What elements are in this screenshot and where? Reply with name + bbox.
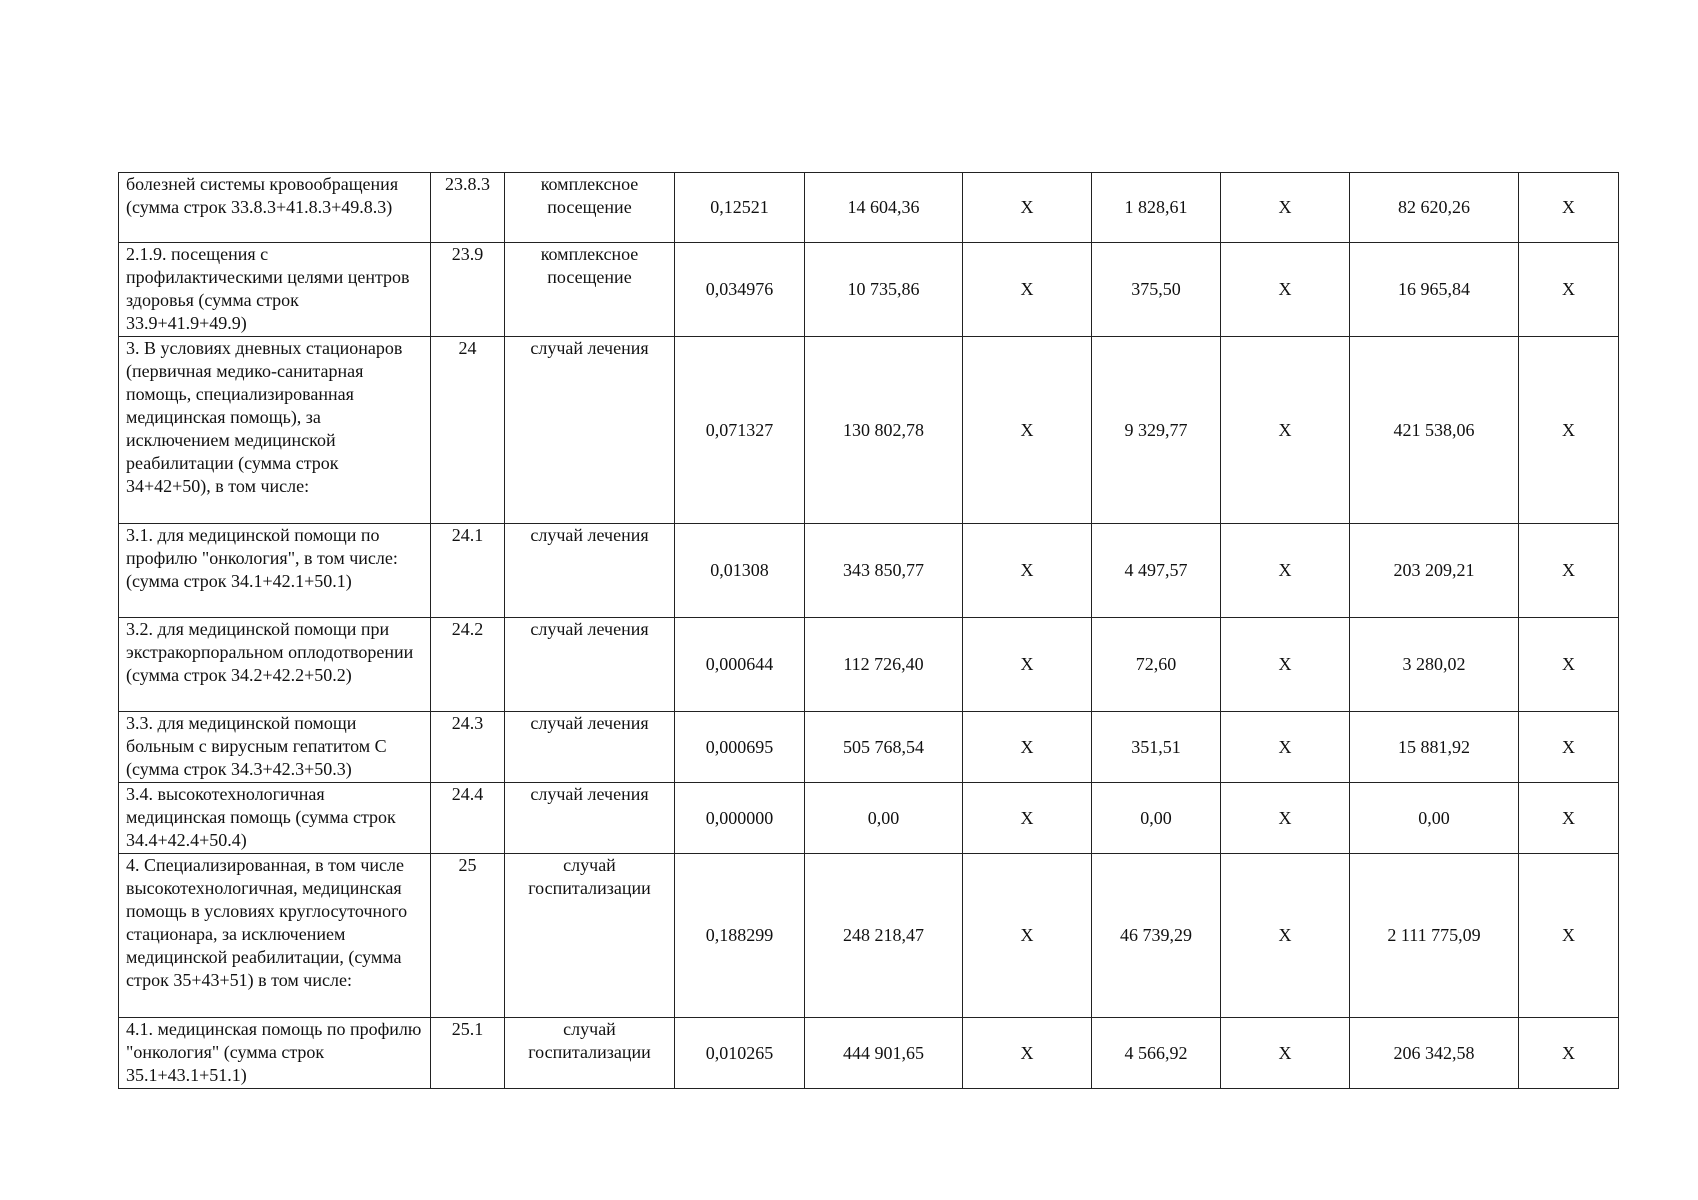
row-code: 24.4 [431, 783, 505, 854]
row-col10: X [1519, 1018, 1619, 1089]
row-col9: 16 965,84 [1350, 243, 1519, 337]
row-col6: X [963, 337, 1092, 524]
row-col6: X [963, 618, 1092, 712]
table-row [119, 854, 1619, 1018]
row-col8: X [1221, 1018, 1350, 1089]
row-col10: X [1519, 243, 1619, 337]
row-col9: 0,00 [1350, 783, 1519, 854]
row-code: 24 [431, 337, 505, 524]
row-col9: 82 620,26 [1350, 173, 1519, 243]
row-col7: 4 497,57 [1092, 524, 1221, 618]
row-code: 24.3 [431, 712, 505, 783]
row-description: 3. В условиях дневных стационаров (первичная медико-санитарная помощь, специализированная медицинская помощь), за исключением медицинской реабилитации (сумма строк 34+42+50), в том числе: [119, 337, 431, 524]
table-row [119, 524, 1619, 618]
row-unit: случай лечения [505, 337, 675, 524]
row-cost: 14 604,36 [805, 173, 963, 243]
row-norm: 0,034976 [675, 243, 805, 337]
row-description: 4.1. медицинская помощь по профилю "онкология" (сумма строк 35.1+43.1+51.1) [119, 1018, 431, 1089]
row-col7: 0,00 [1092, 783, 1221, 854]
row-code: 25.1 [431, 1018, 505, 1089]
row-cost: 444 901,65 [805, 1018, 963, 1089]
row-cost: 10 735,86 [805, 243, 963, 337]
row-cost: 112 726,40 [805, 618, 963, 712]
row-norm: 0,188299 [675, 854, 805, 1018]
row-cost: 130 802,78 [805, 337, 963, 524]
row-col8: X [1221, 854, 1350, 1018]
row-col6: X [963, 783, 1092, 854]
table-body [119, 173, 1619, 1089]
row-description: болезней системы кровообращения (сумма строк 33.8.3+41.8.3+49.8.3) [119, 173, 431, 243]
row-col10: X [1519, 524, 1619, 618]
row-col8: X [1221, 712, 1350, 783]
row-col6: X [963, 243, 1092, 337]
row-unit: случай лечения [505, 783, 675, 854]
row-code: 25 [431, 854, 505, 1018]
row-col8: X [1221, 618, 1350, 712]
row-col9: 3 280,02 [1350, 618, 1519, 712]
row-description: 2.1.9. посещения с профилактическими целями центров здоровья (сумма строк 33.9+41.9+49.9) [119, 243, 431, 337]
row-col8: X [1221, 243, 1350, 337]
row-col7: 4 566,92 [1092, 1018, 1221, 1089]
table-row [119, 173, 1619, 243]
row-norm: 0,000695 [675, 712, 805, 783]
row-col9: 203 209,21 [1350, 524, 1519, 618]
row-col9: 15 881,92 [1350, 712, 1519, 783]
row-col9: 206 342,58 [1350, 1018, 1519, 1089]
row-code: 24.1 [431, 524, 505, 618]
row-description: 3.3. для медицинской помощи больным с вирусным гепатитом С (сумма строк 34.3+42.3+50.3) [119, 712, 431, 783]
row-col7: 351,51 [1092, 712, 1221, 783]
row-unit: случай лечения [505, 524, 675, 618]
table-row [119, 1018, 1619, 1089]
row-col10: X [1519, 337, 1619, 524]
row-code: 23.8.3 [431, 173, 505, 243]
row-norm: 0,01308 [675, 524, 805, 618]
row-col7: 9 329,77 [1092, 337, 1221, 524]
row-code: 23.9 [431, 243, 505, 337]
row-unit: случай лечения [505, 712, 675, 783]
row-col10: X [1519, 712, 1619, 783]
row-col10: X [1519, 618, 1619, 712]
row-col6: X [963, 854, 1092, 1018]
row-col7: 72,60 [1092, 618, 1221, 712]
row-cost: 505 768,54 [805, 712, 963, 783]
table-row [119, 712, 1619, 783]
row-cost: 248 218,47 [805, 854, 963, 1018]
row-unit: комплексное посещение [505, 173, 675, 243]
row-col10: X [1519, 173, 1619, 243]
row-col6: X [963, 1018, 1092, 1089]
row-col8: X [1221, 524, 1350, 618]
data-table [118, 172, 1619, 1089]
row-description: 3.4. высокотехнологичная медицинская помощь (сумма строк 34.4+42.4+50.4) [119, 783, 431, 854]
row-col7: 375,50 [1092, 243, 1221, 337]
row-code: 24.2 [431, 618, 505, 712]
row-col6: X [963, 712, 1092, 783]
row-col8: X [1221, 173, 1350, 243]
row-norm: 0,000000 [675, 783, 805, 854]
table-row [119, 337, 1619, 524]
row-unit: случай госпитализации [505, 854, 675, 1018]
row-description: 3.1. для медицинской помощи по профилю "онкология", в том числе: (сумма строк 34.1+42.1+50.1) [119, 524, 431, 618]
row-norm: 0,071327 [675, 337, 805, 524]
row-description: 3.2. для медицинской помощи при экстракорпоральном оплодотворении (сумма строк 34.2+42.2+50.2) [119, 618, 431, 712]
table-row [119, 783, 1619, 854]
row-col8: X [1221, 783, 1350, 854]
row-col7: 46 739,29 [1092, 854, 1221, 1018]
row-col9: 421 538,06 [1350, 337, 1519, 524]
row-description: 4. Специализированная, в том числе высокотехнологичная, медицинская помощь в условиях круглосуточного стационара, за исключением медицинской реабилитации, (сумма строк 35+43+51) в том числе: [119, 854, 431, 1018]
row-col9: 2 111 775,09 [1350, 854, 1519, 1018]
row-unit: случай госпитализации [505, 1018, 675, 1089]
row-col6: X [963, 173, 1092, 243]
row-col7: 1 828,61 [1092, 173, 1221, 243]
table-row [119, 618, 1619, 712]
row-norm: 0,010265 [675, 1018, 805, 1089]
row-col10: X [1519, 854, 1619, 1018]
row-unit: комплексное посещение [505, 243, 675, 337]
row-cost: 0,00 [805, 783, 963, 854]
row-unit: случай лечения [505, 618, 675, 712]
row-col8: X [1221, 337, 1350, 524]
row-col10: X [1519, 783, 1619, 854]
table-row [119, 243, 1619, 337]
row-cost: 343 850,77 [805, 524, 963, 618]
row-norm: 0,000644 [675, 618, 805, 712]
row-norm: 0,12521 [675, 173, 805, 243]
row-col6: X [963, 524, 1092, 618]
